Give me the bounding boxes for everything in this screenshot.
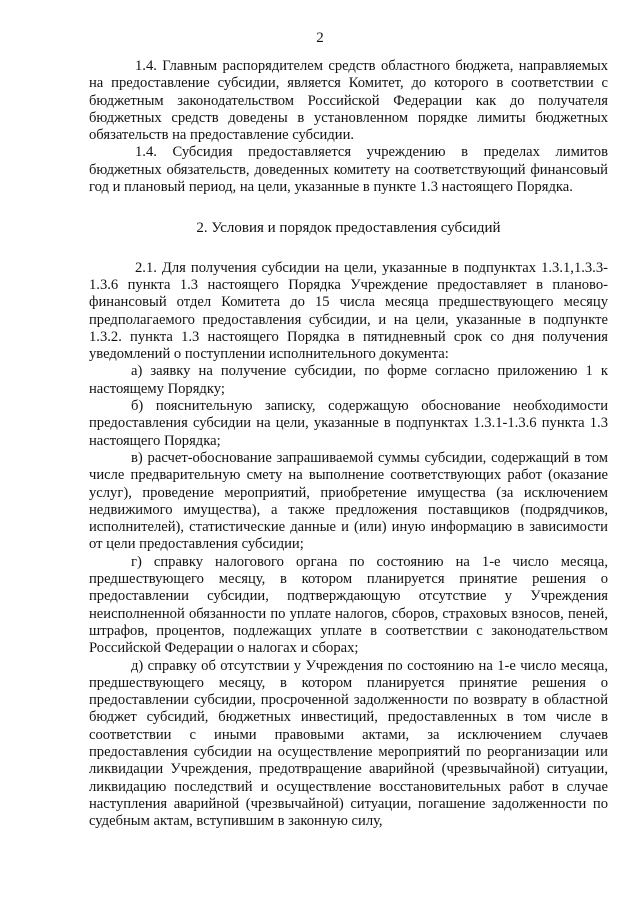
section-heading: 2. Условия и порядок предоставления субсидий [196,220,501,237]
list-item-g: г) справку налогового органа по состоянию на 1-е число месяца, предшествующего месяцу, в котором планируется принятие решения о предоставлении субсидии, подтверждающую отсутствие у Учреждения неисполненной обязанности по уплате налогов, сборов, страховых взносов, пеней, штрафов, процентов, подлежащих уплате в соответствии с законодательством Российской Федерации о налогах и сборах; [89,553,608,657]
paragraph-2-1: 2.1. Для получения субсидии на цели, указанные в подпунктах 1.3.1,1.3.3-1.3.6 пункта 1.3 настоящего Порядка Учреждение предоставляет в планово-финансовый отдел Комитета до 15 числа месяца предшествующего месяцу предполагаемого предоставления субсидии, и на цели, указанные в подпункте 1.3.2. пункта 1.3 настоящего Порядка в пятидневный срок со дня получения уведомлений о поступлении исполнительного документа: [89,259,608,363]
paragraph-1-4-subsidy-limits: 1.4. Субсидия предоставляется учреждению в пределах лимитов бюджетных обязательств, доведенных комитету на соответствующий финансовый год и плановый период, на цели, указанные в пункте 1.3 настоящего Порядка. [89,144,608,196]
paragraph-1-4-main-distributor: 1.4. Главным распорядителем средств областного бюджета, направляемых на предоставление субсидии, является Комитет, до которого в соответствии с бюджетным законодательством Российской Федерации как до получателя бюджетных средств доведены в установленном порядке лимиты бюджетных обязательств на предоставление субсидии. [89,58,608,144]
list-item-b: б) пояснительную записку, содержащую обоснование необходимости предоставления субсидии на цели, указанные в подпунктах 1.3.1-1.3.6 пункта 1.3 настоящего Порядка; [89,398,608,449]
list-item-d: д) справку об отсутствии у Учреждения по состоянию на 1-е число месяца, предшествующего месяцу, в котором планируется принятие решения о предоставлении субсидии, просроченной задолженности по возврату в областной бюджет субсидий, бюджетных инвестиций, предоставленных в том числе в соответствии с иными правовыми актами, за исключением случаев предоставления субсидии на осуществление мероприятий по реорганизации или ликвидации Учреждения, предотвращение аварийной (чрезвычайной) ситуации, ликвидацию последствий и осуществление восстановительных работ в случае наступления аварийной (чрезвычайной) ситуации, погашение задолженности по судебным актам, вступившим в законную силу, [89,657,608,830]
document-body [89,58,608,830]
list-item-a: а) заявку на получение субсидии, по форме согласно приложению 1 к настоящему Порядку; [89,363,608,397]
list-item-v: в) расчет-обоснование запрашиваемой суммы субсидии, содержащий в том числе предварительную смету на выполнение соответствующих работ (оказание услуг), проведение мероприятий, приобретение имущества (за исключением недвижимого имущества), а также предложения поставщиков (подрядчиков, исполнителей), статистические данные и (или) иную информацию в зависимости от цели предоставления субсидии; [89,449,608,553]
page-number: 2 [316,30,324,46]
